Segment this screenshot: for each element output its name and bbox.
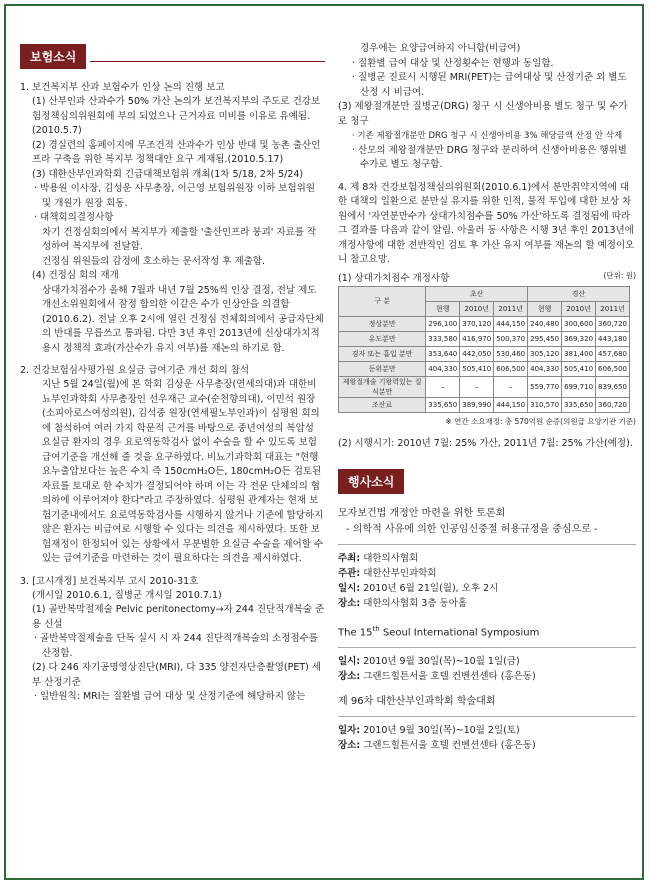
- row-label: 겸자 또는 흡입 분만: [339, 346, 426, 361]
- table-cell: 389,990: [460, 397, 494, 412]
- item3-p1a: · 골반복막절제술을 단독 실시 시 자 244 진단적개복술의 소정점수를 산정함.: [34, 633, 318, 659]
- item1-title: 1. 보건복지부 산과 보험수가 인상 논의 진행 보고: [20, 82, 225, 93]
- divider: [338, 647, 636, 648]
- table-cell: 443,180: [596, 331, 630, 346]
- table-cell: 360,720: [596, 397, 630, 412]
- table-cell: 335,650: [426, 397, 460, 412]
- table-cell: 699,710: [562, 376, 596, 397]
- table-cell: 369,320: [562, 331, 596, 346]
- th-col: 2011년: [494, 301, 528, 316]
- table-cell: –: [494, 376, 528, 397]
- label: 일시:: [338, 583, 361, 594]
- item4-p2: (2) 시행시기: 2010년 7월: 25% 가산, 2011년 7월: 25% 가산(예정).: [338, 437, 633, 449]
- table-cell: 240,480: [528, 316, 562, 331]
- event1-place: 대한의사협회 3층 동아홀: [363, 598, 468, 609]
- label: 주관:: [338, 568, 361, 579]
- table-cell: 530,460: [494, 346, 528, 361]
- table-cell: 442,050: [460, 346, 494, 361]
- item4-title: 4. 제 8차 건강보험정책심의위원회(2010.6.1)에서 분만취약지역에 대한 대책의 일환으로 분만실 유지를 위한 인적, 물적 투입에 대한 보상 차원에서 '자연분만수가 상대가치점수를 50% 가산'하도록 결정됨에 따라 그 결과를 다음과 같이 알림. 아울러 동 사항은 시행 3년 후인 2013년에 개정사항에 대한 전반적인 검토 후 가산 유지 여부를 재논의 할 예정이오니 참고요망.: [338, 181, 635, 265]
- row-label: 조산료: [339, 397, 426, 412]
- event3-date: 2010년 9월 30일(목)~10월 2일(토): [363, 725, 520, 737]
- item1-p3c: 차기 건정심회의에서 복지부가 제출할 '출산인프라 붕괴' 자료를 작성하여 복지부에 전달함.: [42, 226, 317, 252]
- table-row: [339, 376, 630, 397]
- item2-p: 지난 5월 24일(월)에 본 학회 김상운 사무총장(연세의대)과 대한비뇨부인과학회 사무총장인 선우재근 교수(순천향의대), 이민석 원장(소피아로스여성의원), 김석중 원장(연세필노부인과)이 심평원 회의에 참석하여 여러 가지 학문적 근거를 바탕으로 중년여성의 복압성 요실금 환자의 경우 요로역동학검사 없이 수술을 할 수 있도록 보험급여기준을 개선해 줄 것을 요구하였다. 비뇨기과학회 대표는 "현행 요누출압보다는 높은 수치 즉 150cmH₂O든, 180cmH₂O든 검토된 자료를 토대로 한 수치가 결정되어야 하며 이는 각 전문 단체의의 협의하에 이루어져야 한다"라고 주장하였다. 심평원 관계자는 현재 보험기준내에서도 요로역동학검사를 시행하지 않거나 기준에 합당하지 않은 환자는 비급여로 시행할 수 있다는 의견을 제시하였다. 또한 보험재정이 한정되어 있는 상황에서 무분별한 요실금 수술을 제어할 수 있는 급여기준을 마련하는 것이 필요하다는 의견을 제시하였다.: [42, 379, 324, 564]
- table-row: [339, 361, 630, 376]
- event2-date: 2010년 9월 30일(목)~10월 1일(금): [363, 656, 520, 668]
- th-col: 현행: [528, 301, 562, 316]
- th-g1: 초산: [426, 286, 528, 301]
- table-cell: 500,370: [494, 331, 528, 346]
- table-cell: 457,680: [596, 346, 630, 361]
- event2-place: 그랜드힐튼서울 호텔 컨벤션센타 (홍은동): [363, 671, 536, 683]
- event2: [338, 621, 636, 684]
- title-rule: [90, 61, 325, 62]
- divider: [338, 716, 636, 717]
- label: 일시:: [338, 656, 361, 668]
- table-cell: 295,450: [528, 331, 562, 346]
- table-cell: 559,770: [528, 376, 562, 397]
- table-cell: 606,500: [596, 361, 630, 376]
- table-cell: 335,650: [562, 397, 596, 412]
- event3: [338, 694, 636, 753]
- event1-subtitle: - 의학적 사유에 의한 인공임신중절 허용규정을 중심으로 -: [346, 524, 598, 535]
- event3-place: 그랜드힐튼서울 호텔 컨벤션센타 (홍은동): [363, 740, 536, 752]
- item1-p3d: 건정심 위원들의 감정에 호소하는 문서작성 후 제출함.: [42, 255, 266, 267]
- label: 일자:: [338, 725, 361, 737]
- divider: [338, 544, 636, 545]
- table-cell: 381,400: [562, 346, 596, 361]
- table-cell: 310,570: [528, 397, 562, 412]
- table-cell: 305,120: [528, 346, 562, 361]
- event1-host: 대한의사협회: [363, 553, 419, 564]
- th-col: 2010년: [460, 301, 494, 316]
- table-footnote: ※ 연간 소요재정: 총 570억원 순증(의원급 요양기관 기준): [445, 416, 636, 426]
- table-row: [339, 331, 630, 346]
- table-cell: 839,650: [596, 376, 630, 397]
- row-label: 유도분만: [339, 331, 426, 346]
- table-cell: 505,410: [562, 361, 596, 376]
- th-col: 현행: [426, 301, 460, 316]
- table-cell: –: [426, 376, 460, 397]
- item1-p2: (2) 경실련의 홈페이지에 무조건적 산과수가 인상 반대 및 농촌 출산인프라 구축을 위한 복지부 정책대안 요구 게재됨.(2010.5.17): [32, 139, 321, 165]
- table-cell: –: [460, 376, 494, 397]
- label: 장소:: [338, 671, 361, 683]
- table-cell: 606,500: [494, 361, 528, 376]
- item1-p3a: · 박용원 이사장, 김성운 사무총장, 이근영 보험위원장 이하 보험위원 및 개원가 원장 회동.: [34, 183, 315, 209]
- event2-title: The 15th Seoul International Symposium: [338, 625, 540, 639]
- th-col: 2010년: [562, 301, 596, 316]
- item2-title: 2. 건강보험심사평가원 요실금 급여기준 개선 회의 참석: [20, 365, 250, 376]
- events-section-title: 행사소식: [338, 469, 404, 494]
- table-cell: 416,970: [460, 331, 494, 346]
- item3-r0: 경우에는 요양급여하지 아니함(비급여): [360, 43, 521, 54]
- insurance-section-title: 보험소식: [20, 44, 86, 69]
- item3-r1: · 질환별 급여 대상 및 산정횟수는 현행과 동일함.: [352, 57, 554, 69]
- right-column: [338, 42, 636, 753]
- table-cell: 444,150: [494, 397, 528, 412]
- table-row: [339, 316, 630, 331]
- event1-org: 대한산부인과학회: [363, 568, 437, 579]
- item3-p1: (1) 골반복막절제술 Pelvic peritonectomy→자 244 진단적개복술 준용 신설: [32, 604, 325, 630]
- table-cell: 360,720: [596, 316, 630, 331]
- relative-value-table: [338, 286, 630, 413]
- item3-sub: (개시일 2010.6.1, 질병군 개시일 2010.7.1): [32, 589, 222, 601]
- table-title: (1) 상대가치점수 개정사항: [338, 272, 450, 284]
- event1-title: 모자보건법 개정안 마련을 위한 토론회: [338, 508, 506, 519]
- label: 장소:: [338, 598, 361, 609]
- table-cell: 370,120: [460, 316, 494, 331]
- th-div: 구 분: [339, 286, 426, 316]
- table-unit: (단위: 원): [603, 270, 636, 280]
- table-cell: 505,410: [460, 361, 494, 376]
- table-cell: 353,640: [426, 346, 460, 361]
- table-cell: 333,580: [426, 331, 460, 346]
- table-cell: 404,330: [528, 361, 562, 376]
- event1-date: 2010년 6월 21일(월), 오후 2시: [363, 583, 499, 594]
- item3-p2a: · 일반원칙: MRI는 질환별 급여 대상 및 산정기준에 해당하지 않는: [34, 691, 306, 702]
- table-row: [339, 346, 630, 361]
- item3-r3a: · 기존 제왕절개분만 DRG 청구 시 신생아비용 3% 해당금액 산정 안 삭제: [352, 131, 623, 141]
- item1-p4a: 상대가치점수가 올해 7월과 내년 7월 25%씩 인상 결정, 전날 제도개선소위원회에서 잠정 합의한 이같은 수가 인상안을 의결함(2010.6.2). 전날 오후 2시에 열린 건정심 전체회의에서 공급자단체의 반대를 무릅쓰고 통과됨. 다만 3년 후인 2013년에 신상대가치적용시 정책적 효과(가산수가 유지 여부)를 재논의 하기로 함.: [42, 284, 324, 354]
- item1-p1: (1) 산부인과 산과수가 50% 가산 논의가 보건복지부의 주도로 건강보험정책심의위원회에 부의 되었으나 근거자료 미비를 이유로 유예됨. (2010.5.7): [32, 96, 321, 136]
- table-cell: 404,330: [426, 361, 460, 376]
- table-row: [339, 397, 630, 412]
- item1-p4: (4) 건정심 회의 재개: [32, 270, 119, 281]
- table-cell: 444,150: [494, 316, 528, 331]
- row-label: 둔위분만: [339, 361, 426, 376]
- item3-r3: (3) 제왕절개분만 질병군(DRG) 청구 시 신생아비용 별도 청구 및 수가로 청구: [338, 101, 628, 127]
- table-cell: 300,600: [562, 316, 596, 331]
- item1-p3: (3) 대한산부인과학회 긴급대책보험위 개최(1차 5/18, 2차 5/24): [32, 168, 304, 180]
- event1: [338, 506, 636, 611]
- page-frame: [4, 4, 644, 880]
- item3-p2: (2) 다 246 자기공명영상진단(MRI), 다 335 양전자단층촬영(PET) 세부 산정기준: [32, 662, 322, 688]
- label: 장소:: [338, 740, 361, 752]
- item3-r2: · 질병군 진료시 시행된 MRI(PET)는 급여대상 및 산정기준 외 별도 산정 시 비급여.: [352, 72, 627, 98]
- item1-p3b: · 대책회의결정사항: [34, 212, 114, 223]
- th-g2: 경산: [528, 286, 630, 301]
- item3-r3b: · 산모의 제왕절개분만 DRG 청구와 분리하여 신생아비용은 행위별 수가로 별도 청구함.: [352, 144, 627, 170]
- label: 주최:: [338, 553, 361, 564]
- event3-title: 제 96차 대한산부인과학회 학술대회: [338, 696, 496, 708]
- left-column: [20, 6, 325, 705]
- row-label: 정상분만: [339, 316, 426, 331]
- th-col: 2011년: [596, 301, 630, 316]
- item3-title: 3. [고시개정] 보건복지부 고시 2010-31호: [20, 575, 199, 587]
- table-cell: 296,100: [426, 316, 460, 331]
- row-label: 제왕절개술 기왕력있는 질식분만: [339, 376, 426, 397]
